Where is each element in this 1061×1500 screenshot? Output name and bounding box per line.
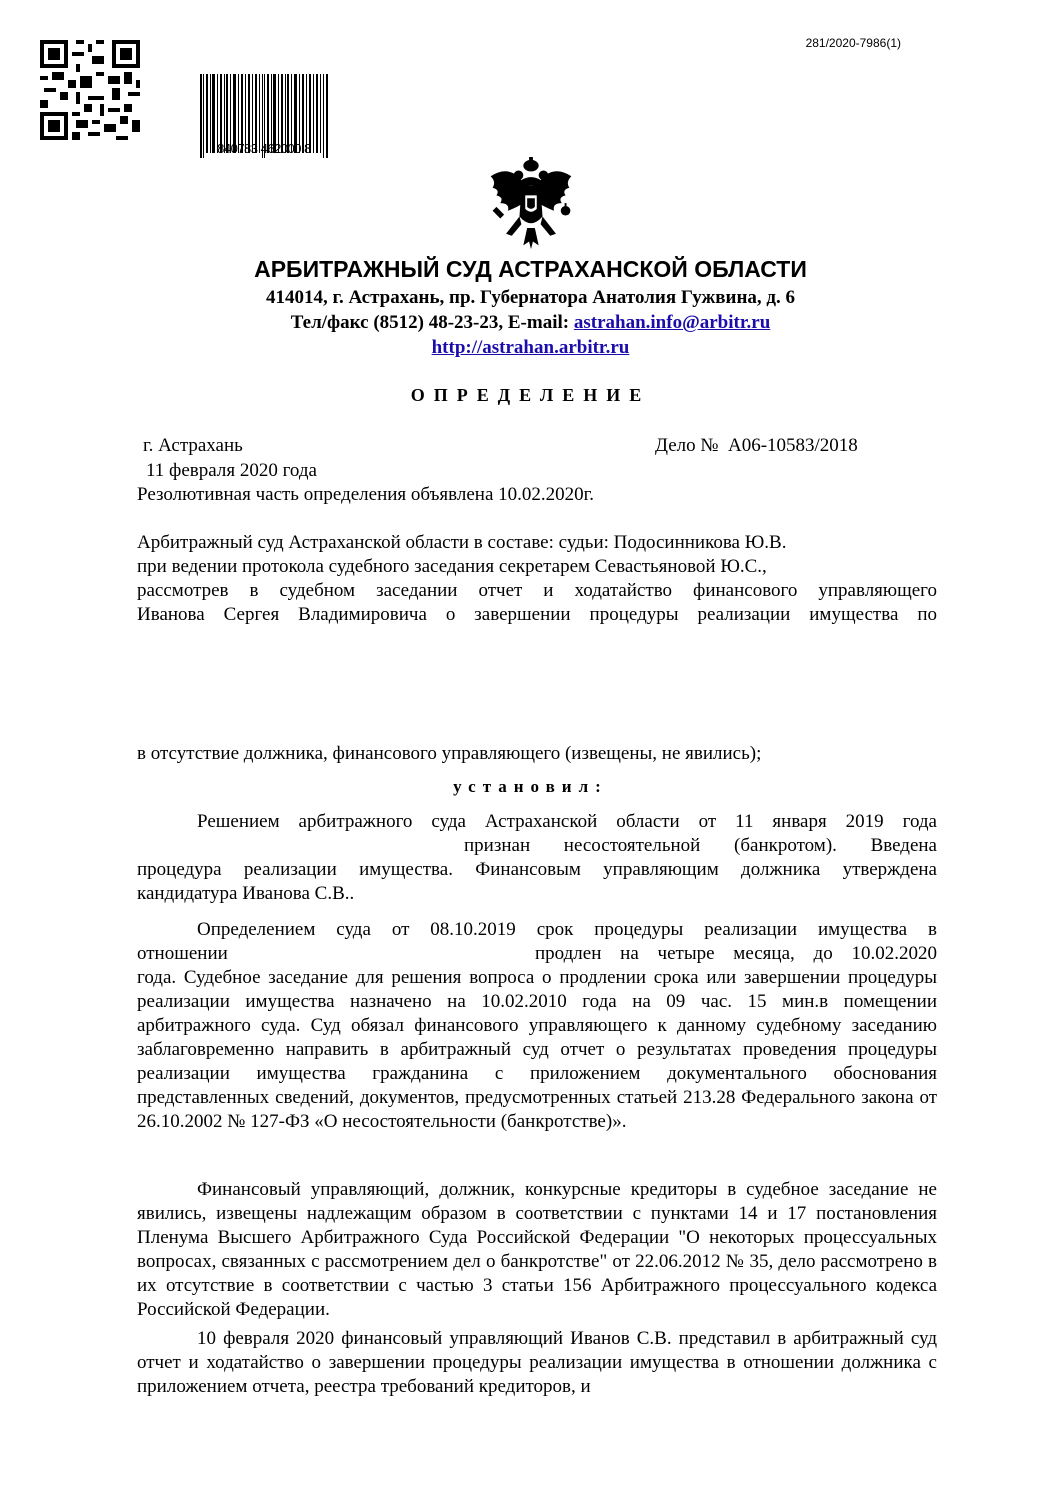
coat-of-arms-icon (483, 157, 579, 253)
p2-line: Определением суда от 08.10.2019 срок процедуры реализации имущества в (197, 919, 937, 940)
paragraph-3: Финансовый управляющий, должник, конкурсные кредиторы в судебное заседание не явились, извещены надлежащим образом в соответствии с пунктами 14 и 17 постановления Пленума Высшего Арбитражного Суда Российской Федерации "О некоторых процессуальных вопросах, связанных с рассмотрением дел о банкротстве" от 22.06.2012 № 35, дело рассмотрено в их отсутствие в соответствии с частью 3 статьи 156 Арбитражного процессуального кодекса Российской Федерации. (137, 1179, 937, 1320)
p2-body: года. Судебное заседание для решения вопроса о продлении срока или завершении процедуры реализации имущества назначено на 10.02.2010 года на 09 час. 15 мин.в помещении арбитражного суда. Суд обязал финансового управляющего к данному судебному заседанию заблаговременно направить в арбитражный суд отчет о результатах проведения процедуры реализации имущества гражданина с приложением документального обоснования представленных сведений, документов, предусмотренных статьей 213.28 Федерального закона от 26.10.2002 № 127-ФЗ «О несостоятельности (банкротстве)». (137, 967, 937, 1132)
established-heading: установил: (453, 777, 608, 796)
website-link[interactable]: http://astrahan.arbitr.ru (431, 337, 630, 358)
intro-line: Арбитражный суд Астраханской области в составе: судьи: Подосинникова Ю.В. (137, 532, 787, 553)
p2-line-right: продлен на четыре месяца, до 10.02.2020 (535, 943, 937, 964)
paragraph-1 (137, 810, 937, 906)
p2-line-left: отношении (137, 943, 228, 964)
website-row (0, 337, 1061, 359)
email-link[interactable]: astrahan.info@arbitr.ru (573, 312, 771, 333)
paragraph-2 (137, 918, 937, 1134)
phone-fax: Тел/факс (8512) 48-23-23, E-mail: (290, 312, 574, 333)
intro-line: рассмотрев в судебном заседании отчет и ходатайство финансового управляющего (137, 580, 937, 601)
absence-line: в отсутствие должника, финансового управляющего (извещены, не явились); (137, 743, 762, 764)
p1-line: кандидатура Иванова С.В.. (137, 883, 355, 904)
barcode-number: 840783 462000 8 (217, 141, 311, 156)
court-contacts (0, 312, 1061, 334)
qr-code-icon (36, 36, 144, 144)
paragraph-4: 10 февраля 2020 финансовый управляющий Иванов С.В. представил в арбитражный суд отчет и ходатайство о завершении процедуры реализации имущества в отношении должника с приложением отчета, реестра требований кредиторов, и (137, 1328, 937, 1397)
city: г. Астрахань (143, 435, 243, 456)
court-address: 414014, г. Астрахань, пр. Губернатора Анатолия Гужвина, д. 6 (265, 287, 796, 308)
intro-paragraph (137, 531, 937, 627)
document-number: 281/2020-7986(1) (805, 36, 901, 50)
decision-date: 11 февраля 2020 года (146, 460, 317, 481)
p1-line: Решением арбитражного суда Астраханской области от 11 января 2019 года (197, 811, 937, 832)
intro-line: при ведении протокола судебного заседания секретарем Севастьяновой Ю.С., (137, 556, 767, 577)
p1-line: признан несостоятельной (банкротом). Введена (464, 835, 937, 856)
case-number: Дело № А06-10583/2018 (655, 435, 858, 456)
resolution-note: Резолютивная часть определения объявлена 10.02.2020г. (137, 484, 595, 505)
document-title: ОПРЕДЕЛЕНИЕ (410, 385, 651, 405)
intro-line: Иванова Сергея Владимировича о завершении процедуры реализации имущества по (137, 604, 937, 625)
court-name: АРБИТРАЖНЫЙ СУД АСТРАХАНСКОЙ ОБЛАСТИ (254, 256, 807, 282)
p1-line: процедура реализации имущества. Финансовым управляющим должника утверждена (137, 859, 937, 880)
p2-line-2 (137, 942, 937, 966)
